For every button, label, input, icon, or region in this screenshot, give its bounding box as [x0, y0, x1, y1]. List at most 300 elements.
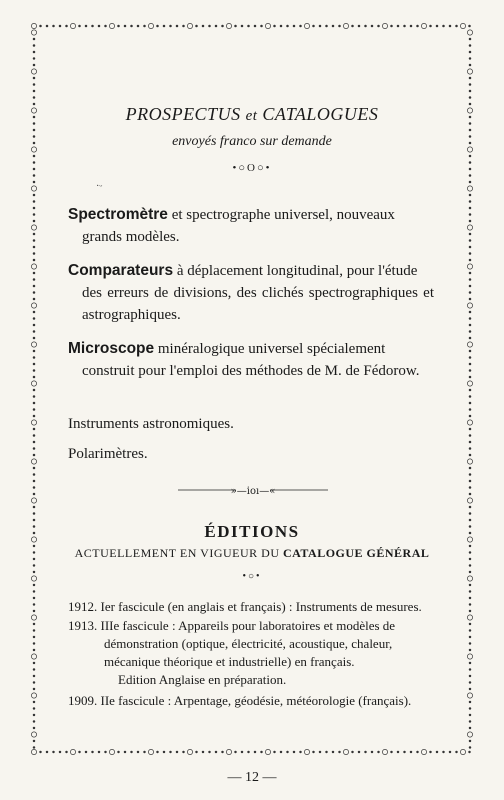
border-ring: [31, 615, 36, 620]
border-ring: [31, 576, 36, 581]
border-dot: [202, 25, 204, 27]
border-dot: [33, 136, 35, 138]
border-ring: [304, 23, 309, 28]
border-dot: [469, 246, 471, 248]
border-dot: [287, 25, 289, 27]
border-dot: [254, 25, 256, 27]
border-dot: [469, 584, 471, 586]
border-dot: [261, 751, 263, 753]
heading-word-et: et: [245, 108, 258, 124]
border-ring: [31, 30, 36, 35]
border-dot: [118, 25, 120, 27]
border-dot: [332, 751, 334, 753]
border-dot: [469, 253, 471, 255]
ornament-editions: •○•: [242, 571, 262, 582]
border-dot: [469, 721, 471, 723]
border-dot: [332, 25, 334, 27]
border-ring: [467, 186, 472, 191]
border-dot: [469, 220, 471, 222]
border-ring: [31, 147, 36, 152]
border-dot: [235, 751, 237, 753]
border-dot: [33, 84, 35, 86]
border-ring: [467, 342, 472, 347]
border-dot: [469, 623, 471, 625]
border-dot: [449, 25, 451, 27]
border-dot: [33, 168, 35, 170]
border-dot: [469, 682, 471, 684]
border-dot: [300, 25, 302, 27]
border-dot: [209, 751, 211, 753]
border-dot: [443, 25, 445, 27]
border-dot: [469, 396, 471, 398]
border-ring: [226, 23, 231, 28]
border-ring: [31, 732, 36, 737]
border-dot: [430, 751, 432, 753]
border-dot: [469, 64, 471, 66]
border-dot: [469, 448, 471, 450]
border-ring: [467, 732, 472, 737]
border-dot: [85, 25, 87, 27]
border-dot: [33, 123, 35, 125]
border-ring: [467, 303, 472, 308]
border-dot: [391, 25, 393, 27]
editions-subtitle-bold: CATALOGUE GÉNÉRAL: [282, 546, 430, 560]
border-dot: [293, 25, 295, 27]
border-dot: [313, 25, 315, 27]
border-dot: [469, 84, 471, 86]
border-ring: [467, 615, 472, 620]
border-dot: [33, 636, 35, 638]
product-text-cont: des erreurs de divisions, des clichés spectrographiques et astrographiques.: [82, 285, 434, 323]
border-dot: [33, 409, 35, 411]
border-ring: [187, 749, 192, 754]
border-ring: [226, 749, 231, 754]
ornamental-rule: [178, 482, 328, 495]
border-dot: [33, 246, 35, 248]
border-ring: [421, 749, 426, 754]
edition-year: 1909.: [68, 693, 98, 708]
border-dot: [469, 103, 471, 105]
border-dot: [222, 751, 224, 753]
border-dot: [66, 751, 68, 753]
border-dot: [33, 272, 35, 274]
border-dot: [365, 25, 367, 27]
ornament-top: •○O○•: [232, 162, 272, 174]
border-dot: [469, 487, 471, 489]
border-dot: [33, 610, 35, 612]
border-dot: [53, 25, 55, 27]
border-dot: [469, 363, 471, 365]
border-dot: [33, 155, 35, 157]
border-dot: [33, 396, 35, 398]
border-dot: [469, 155, 471, 157]
border-ring: [31, 498, 36, 503]
border-dot: [33, 526, 35, 528]
border-dot: [33, 162, 35, 164]
border-dot: [469, 643, 471, 645]
border-dot: [33, 558, 35, 560]
border-dot: [33, 545, 35, 547]
border-dot: [33, 64, 35, 66]
edition-entry-1909: [68, 692, 434, 710]
border-dot: [469, 311, 471, 313]
border-dot: [33, 181, 35, 183]
border-dot: [469, 701, 471, 703]
border-dot: [397, 25, 399, 27]
ink-mark: ·ᵕ: [96, 181, 103, 192]
border-dot: [469, 474, 471, 476]
border-dot: [469, 285, 471, 287]
border-dot: [163, 25, 165, 27]
border-ring: [31, 381, 36, 386]
border-dot: [131, 25, 133, 27]
product-lead: Microscope: [68, 340, 155, 357]
border-dot: [469, 552, 471, 554]
border-dot: [469, 90, 471, 92]
border-ring: [265, 23, 270, 28]
border-dot: [202, 751, 204, 753]
border-ring: [31, 654, 36, 659]
border-dot: [469, 298, 471, 300]
border-dot: [33, 214, 35, 216]
border-ring: [467, 381, 472, 386]
border-dot: [469, 259, 471, 261]
border-dot: [33, 58, 35, 60]
border-dot: [33, 142, 35, 144]
border-dot: [469, 506, 471, 508]
border-dot: [280, 25, 282, 27]
border-dot: [469, 272, 471, 274]
border-dot: [371, 25, 373, 27]
border-dot: [469, 415, 471, 417]
border-dot: [319, 25, 321, 27]
border-dot: [469, 480, 471, 482]
border-ring: [343, 749, 348, 754]
border-ring: [31, 537, 36, 542]
border-dot: [144, 751, 146, 753]
editions-subtitle: [40, 546, 464, 561]
border-dot: [469, 467, 471, 469]
border-dot: [144, 25, 146, 27]
border-ring: [31, 459, 36, 464]
border-dot: [33, 337, 35, 339]
border-dot: [33, 116, 35, 118]
border-dot: [417, 25, 419, 27]
border-ring: [467, 498, 472, 503]
border-dot: [33, 630, 35, 632]
border-dot: [46, 751, 48, 753]
border-dot: [469, 123, 471, 125]
border-dot: [33, 233, 35, 235]
border-dot: [33, 675, 35, 677]
border-ring: [31, 23, 36, 28]
border-dot: [33, 701, 35, 703]
border-dot: [469, 435, 471, 437]
border-dot: [469, 513, 471, 515]
border-dot: [33, 740, 35, 742]
border-dot: [469, 38, 471, 40]
border-ring: [31, 693, 36, 698]
border-dot: [469, 688, 471, 690]
product-text: et spectrographe universel, nouveaux: [167, 207, 395, 223]
border-dot: [33, 591, 35, 593]
border-dot: [469, 597, 471, 599]
border-ring: [31, 264, 36, 269]
border-dot: [33, 253, 35, 255]
border-dot: [469, 675, 471, 677]
border-dot: [79, 751, 81, 753]
border-dot: [326, 25, 328, 27]
border-ring: [467, 69, 472, 74]
border-ring: [460, 23, 465, 28]
border-dot: [300, 751, 302, 753]
border-dot: [33, 493, 35, 495]
border-dot: [33, 318, 35, 320]
border-dot: [131, 751, 133, 753]
border-dot: [469, 194, 471, 196]
border-dot: [469, 214, 471, 216]
edition-entry-1912: [68, 598, 434, 616]
border-dot: [469, 610, 471, 612]
product-text: minéralogique universel spécialement: [154, 341, 386, 357]
border-dot: [469, 636, 471, 638]
border-dot: [417, 751, 419, 753]
border-ring: [467, 654, 472, 659]
border-dot: [436, 25, 438, 27]
border-dot: [469, 526, 471, 528]
border-dot: [469, 669, 471, 671]
border-dot: [469, 428, 471, 430]
border-dot: [33, 519, 35, 521]
border-dot: [339, 751, 341, 753]
border-ring: [70, 23, 75, 28]
border-dot: [33, 623, 35, 625]
border-dot: [469, 727, 471, 729]
border-dot: [456, 25, 458, 27]
border-dot: [469, 708, 471, 710]
border-ring: [31, 342, 36, 347]
border-dot: [274, 25, 276, 27]
border-dot: [33, 643, 35, 645]
border-dot: [33, 51, 35, 53]
border-dot: [319, 751, 321, 753]
edition-text: IIe fascicule : Arpentage, géodésie, météorologie (français).: [100, 693, 412, 708]
border-dot: [469, 318, 471, 320]
border-ring: [109, 749, 114, 754]
border-dot: [33, 669, 35, 671]
border-dot: [33, 552, 35, 554]
border-dot: [170, 751, 172, 753]
prospectus-subtitle: envoyés franco sur demande: [172, 134, 332, 149]
border-dot: [469, 740, 471, 742]
border-ring: [467, 108, 472, 113]
border-dot: [183, 751, 185, 753]
border-ring: [382, 23, 387, 28]
edition-text: IIIe fascicule : Appareils pour laboratoires et modèles de: [100, 618, 396, 633]
border-dot: [124, 751, 126, 753]
border-dot: [274, 751, 276, 753]
product-lead: Spectromètre: [68, 206, 168, 223]
border-dot: [469, 747, 471, 749]
border-dot: [469, 441, 471, 443]
product-text-cont: grands modèles.: [82, 229, 180, 245]
border-ring: [467, 537, 472, 542]
border-dot: [196, 25, 198, 27]
border-dot: [59, 751, 61, 753]
border-dot: [105, 751, 107, 753]
border-dot: [469, 389, 471, 391]
border-dot: [46, 25, 48, 27]
heading-word-catalogues: CATALOGUES: [262, 104, 379, 124]
border-dot: [33, 649, 35, 651]
border-dot: [358, 751, 360, 753]
border-dot: [248, 751, 250, 753]
border-dot: [280, 751, 282, 753]
border-ring: [31, 749, 36, 754]
border-dot: [209, 25, 211, 27]
border-ring: [31, 69, 36, 74]
border-dot: [33, 480, 35, 482]
border-ring: [467, 30, 472, 35]
border-dot: [33, 662, 35, 664]
border-dot: [92, 751, 94, 753]
border-dot: [33, 77, 35, 79]
border-dot: [469, 45, 471, 47]
border-dot: [33, 727, 35, 729]
edition-entry-1913: [68, 617, 434, 689]
border-dot: [469, 168, 471, 170]
border-dot: [222, 25, 224, 27]
edition-year: 1912.: [68, 599, 98, 614]
border-ring: [70, 749, 75, 754]
border-dot: [79, 25, 81, 27]
border-dot: [469, 58, 471, 60]
border-dot: [33, 45, 35, 47]
border-dot: [137, 25, 139, 27]
border-dot: [326, 751, 328, 753]
border-dot: [254, 751, 256, 753]
border-dot: [378, 751, 380, 753]
border-dot: [235, 25, 237, 27]
border-dot: [352, 25, 354, 27]
border-ring: [467, 576, 472, 581]
border-dot: [469, 545, 471, 547]
prospectus-heading: [40, 104, 464, 125]
border-dot: [33, 565, 35, 567]
border-dot: [33, 285, 35, 287]
border-dot: [176, 25, 178, 27]
heading-word-prospectus: PROSPECTUS: [125, 104, 241, 124]
border-dot: [469, 409, 471, 411]
border-dot: [33, 363, 35, 365]
border-dot: [196, 751, 198, 753]
border-dot: [98, 751, 100, 753]
border-dot: [53, 751, 55, 753]
border-dot: [456, 751, 458, 753]
border-dot: [33, 389, 35, 391]
border-dot: [59, 25, 61, 27]
border-dot: [33, 207, 35, 209]
border-dot: [33, 350, 35, 352]
border-dot: [33, 38, 35, 40]
page-number: — 12 —: [227, 770, 277, 785]
border-dot: [365, 751, 367, 753]
border-dot: [33, 370, 35, 372]
border-dot: [469, 558, 471, 560]
border-dot: [469, 97, 471, 99]
border-dot: [33, 311, 35, 313]
border-dot: [339, 25, 341, 27]
border-dot: [443, 751, 445, 753]
svg-text:»—ioı—«: »—ioı—«: [230, 486, 276, 495]
border-dot: [33, 513, 35, 515]
border-dot: [293, 751, 295, 753]
border-dot: [85, 751, 87, 753]
border-dot: [33, 721, 35, 723]
product-lead: Comparateurs: [68, 262, 174, 279]
product-text-cont: construit pour l'emploi des méthodes de M. de Fédorow.: [82, 363, 420, 379]
border-ring: [31, 225, 36, 230]
border-ring: [467, 147, 472, 152]
item-instruments-astronomiques: Instruments astronomiques.: [68, 416, 234, 432]
border-dot: [469, 493, 471, 495]
border-dot: [33, 240, 35, 242]
border-dot: [118, 751, 120, 753]
border-ring: [304, 749, 309, 754]
border-dot: [410, 25, 412, 27]
border-dot: [469, 714, 471, 716]
border-dot: [469, 331, 471, 333]
border-ring: [31, 186, 36, 191]
border-dot: [469, 240, 471, 242]
border-dot: [33, 259, 35, 261]
border-dot: [469, 591, 471, 593]
border-dot: [66, 25, 68, 27]
border-dot: [157, 25, 159, 27]
border-ring: [467, 693, 472, 698]
border-dot: [469, 324, 471, 326]
border-dot: [176, 751, 178, 753]
border-dot: [33, 201, 35, 203]
border-dot: [33, 584, 35, 586]
border-dot: [469, 175, 471, 177]
border-dot: [469, 233, 471, 235]
border-dot: [33, 90, 35, 92]
editions-subtitle-plain: ACTUELLEMENT EN VIGUEUR DU: [74, 546, 283, 560]
border-dot: [469, 350, 471, 352]
border-dot: [33, 454, 35, 456]
border-dot: [469, 279, 471, 281]
border-ring: [343, 23, 348, 28]
border-dot: [469, 357, 471, 359]
border-dot: [469, 181, 471, 183]
border-dot: [469, 565, 471, 567]
border-dot: [469, 25, 471, 27]
border-dot: [33, 474, 35, 476]
border-ring: [467, 459, 472, 464]
border-dot: [33, 487, 35, 489]
border-dot: [469, 662, 471, 664]
border-ring: [31, 108, 36, 113]
border-ring: [265, 749, 270, 754]
border-ring: [460, 749, 465, 754]
border-dot: [469, 370, 471, 372]
border-dot: [469, 201, 471, 203]
border-dot: [33, 175, 35, 177]
border-dot: [33, 428, 35, 430]
editions-title: ÉDITIONS: [204, 522, 300, 541]
border-dot: [33, 402, 35, 404]
